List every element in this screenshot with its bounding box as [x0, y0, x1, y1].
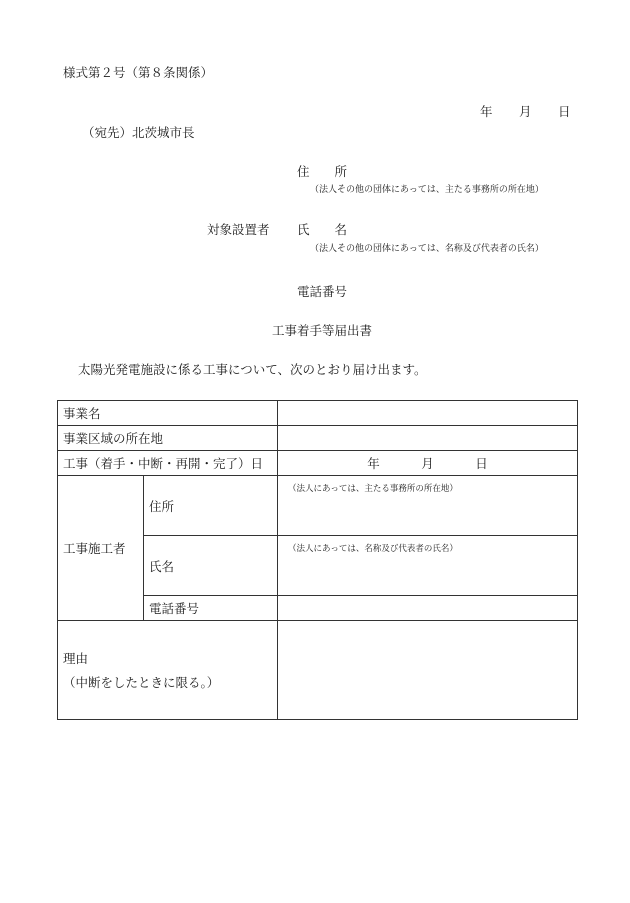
- date-month-label: 月: [519, 104, 532, 119]
- addressee: （宛先）北茨城市長: [82, 125, 195, 140]
- reason-label: 理由: [63, 651, 89, 666]
- contractor-address-label: 住所: [144, 476, 278, 536]
- reason-note: （中断をしたときに限る。）: [63, 675, 220, 690]
- contractor-name-label: 氏名: [144, 536, 278, 596]
- project-name-field[interactable]: [278, 401, 578, 426]
- document-title: 工事着手等届出書: [272, 323, 373, 338]
- work-date-day: 日: [475, 456, 488, 471]
- work-date-label: 工事（着手・中断・再開・完了）日: [58, 451, 278, 476]
- project-name-label: 事業名: [58, 401, 278, 426]
- contractor-label: 工事施工者: [58, 476, 144, 621]
- notification-form-table: [57, 400, 578, 720]
- applicant-address-label: 住 所: [297, 164, 348, 179]
- contractor-phone-label: 電話番号: [144, 596, 278, 621]
- project-area-field[interactable]: [278, 426, 578, 451]
- applicant-name-label: 氏 名: [297, 222, 348, 237]
- document-intro: 太陽光発電施設に係る工事について、次のとおり届け出ます。: [78, 362, 427, 377]
- contractor-name-field[interactable]: [278, 536, 578, 596]
- date-year-label: 年: [480, 104, 493, 119]
- form-number: 様式第２号（第８条関係）: [63, 65, 214, 80]
- project-area-label: 事業区域の所在地: [58, 426, 278, 451]
- applicant-address-note: （法人その他の団体にあっては、主たる事務所の所在地）: [310, 185, 544, 195]
- applicant-role-label: 対象設置者: [207, 222, 270, 237]
- reason-label-cell: [58, 621, 278, 720]
- reason-field[interactable]: [278, 621, 578, 720]
- contractor-phone-field[interactable]: [278, 596, 578, 621]
- contractor-address-note: （法人にあっては、主たる事務所の所在地）: [288, 484, 458, 494]
- applicant-phone-label: 電話番号: [297, 284, 348, 299]
- work-date-field[interactable]: [278, 451, 578, 476]
- work-date-year: 年: [367, 456, 380, 471]
- work-date-month: 月: [421, 456, 434, 471]
- contractor-name-note: （法人にあっては、名称及び代表者の氏名）: [288, 544, 458, 554]
- date-day-label: 日: [558, 104, 571, 119]
- applicant-name-note: （法人その他の団体にあっては、名称及び代表者の氏名）: [310, 244, 544, 254]
- contractor-address-field[interactable]: [278, 476, 578, 536]
